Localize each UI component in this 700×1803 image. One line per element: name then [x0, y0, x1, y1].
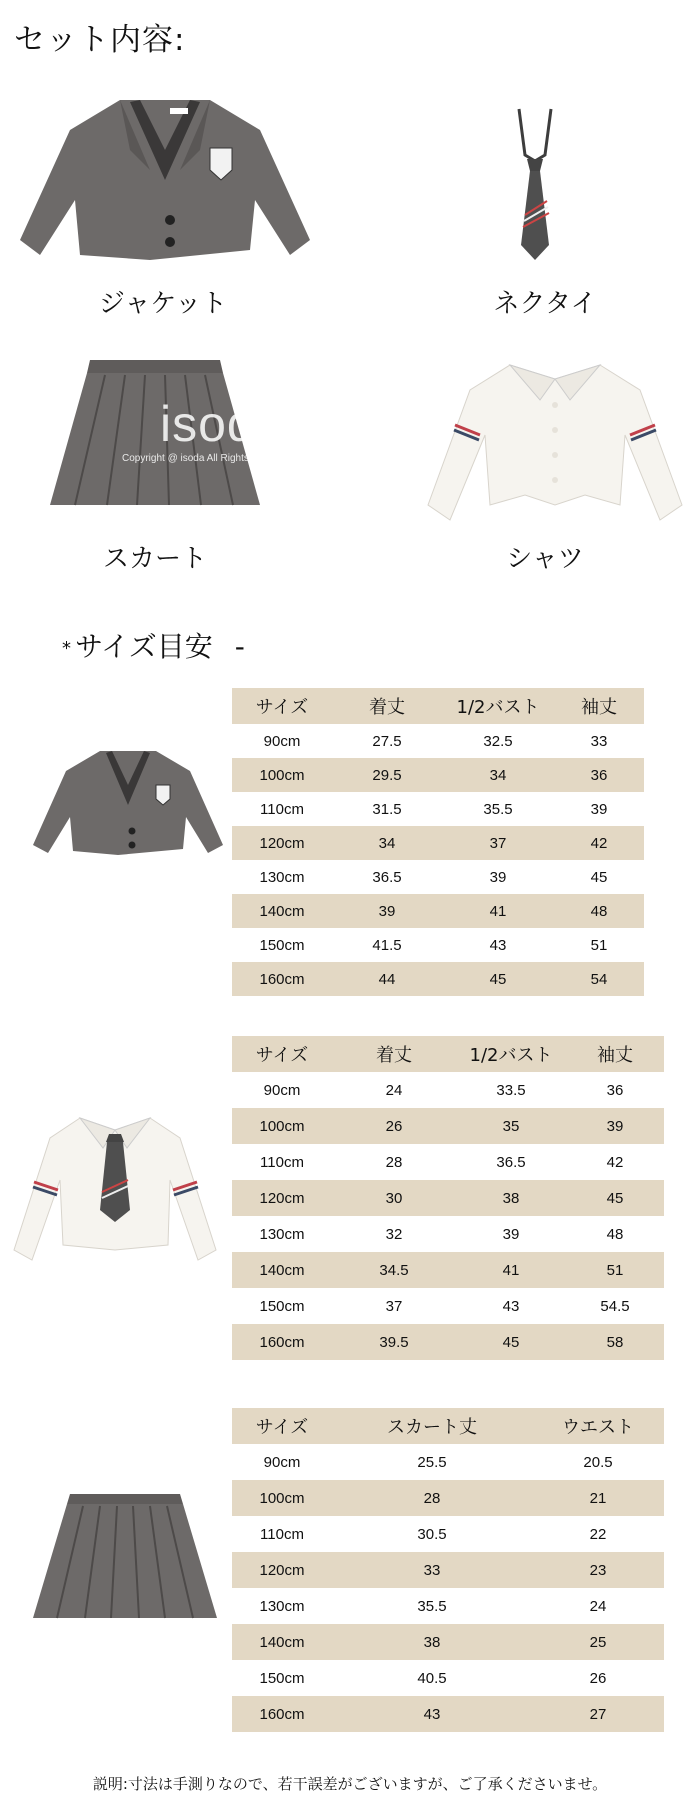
value-cell: 27.5	[332, 724, 442, 758]
value-cell: 24	[332, 1072, 456, 1108]
size-cell: 150cm	[232, 1660, 332, 1696]
table-row	[232, 724, 644, 758]
value-cell: 32.5	[442, 724, 554, 758]
size-cell: 150cm	[232, 1288, 332, 1324]
jacket-size-table	[232, 688, 644, 996]
star-mark: *	[62, 637, 71, 659]
table-row	[232, 1288, 664, 1324]
table-row	[232, 1444, 664, 1480]
watermark-copyright: Copyright @ isoda All Rights	[122, 453, 249, 464]
size-cell: 110cm	[232, 1516, 332, 1552]
value-cell: 24	[532, 1588, 664, 1624]
skirt-thumbnail	[25, 1490, 225, 1625]
necktie-image	[505, 105, 565, 265]
column-header: 着丈	[332, 688, 442, 724]
size-cell: 90cm	[232, 1444, 332, 1480]
size-cell: 120cm	[232, 1552, 332, 1588]
table-row	[232, 1480, 664, 1516]
table-row	[232, 1516, 664, 1552]
size-cell: 140cm	[232, 1252, 332, 1288]
size-cell: 130cm	[232, 1588, 332, 1624]
column-header: 着丈	[332, 1036, 456, 1072]
value-cell: 25.5	[332, 1444, 532, 1480]
table-row	[232, 1324, 664, 1360]
value-cell: 58	[566, 1324, 664, 1360]
table-row	[232, 1216, 664, 1252]
value-cell: 48	[554, 894, 644, 928]
value-cell: 43	[456, 1288, 566, 1324]
size-cell: 90cm	[232, 724, 332, 758]
value-cell: 39	[566, 1108, 664, 1144]
value-cell: 28	[332, 1480, 532, 1516]
value-cell: 37	[332, 1288, 456, 1324]
measurement-note: 説明:寸法は手測りなので、若干誤差がございますが、ご了承くださいませ。	[92, 1775, 608, 1793]
value-cell: 39	[456, 1216, 566, 1252]
jacket-image	[10, 90, 320, 270]
size-cell: 130cm	[232, 1216, 332, 1252]
size-cell: 100cm	[232, 758, 332, 792]
value-cell: 21	[532, 1480, 664, 1516]
value-cell: 34	[442, 758, 554, 792]
value-cell: 27	[532, 1696, 664, 1732]
value-cell: 35	[456, 1108, 566, 1144]
table-row	[232, 1696, 664, 1732]
table-row	[232, 1072, 664, 1108]
size-cell: 110cm	[232, 792, 332, 826]
value-cell: 30.5	[332, 1516, 532, 1552]
size-cell: 110cm	[232, 1144, 332, 1180]
shirt-thumbnail	[8, 1110, 223, 1275]
table-row	[232, 1552, 664, 1588]
value-cell: 42	[554, 826, 644, 860]
value-cell: 45	[554, 860, 644, 894]
shirt-image	[420, 355, 690, 530]
value-cell: 20.5	[532, 1444, 664, 1480]
size-cell: 150cm	[232, 928, 332, 962]
value-cell: 45	[456, 1324, 566, 1360]
table-row	[232, 826, 644, 860]
value-cell: 43	[442, 928, 554, 962]
table-row	[232, 1144, 664, 1180]
value-cell: 36.5	[332, 860, 442, 894]
size-cell: 100cm	[232, 1480, 332, 1516]
table-row	[232, 758, 644, 792]
value-cell: 22	[532, 1516, 664, 1552]
value-cell: 31.5	[332, 792, 442, 826]
column-header: 袖丈	[554, 688, 644, 724]
size-cell: 120cm	[232, 826, 332, 860]
set-contents-title: セット内容:	[14, 22, 186, 58]
value-cell: 33	[332, 1552, 532, 1588]
table-header-row	[232, 688, 644, 724]
table-row	[232, 1624, 664, 1660]
column-header: スカート丈	[332, 1408, 532, 1444]
size-cell: 100cm	[232, 1108, 332, 1144]
size-cell: 160cm	[232, 1324, 332, 1360]
value-cell: 23	[532, 1552, 664, 1588]
value-cell: 39	[442, 860, 554, 894]
size-cell: 120cm	[232, 1180, 332, 1216]
value-cell: 33.5	[456, 1072, 566, 1108]
column-header: サイズ	[232, 1408, 332, 1444]
value-cell: 39.5	[332, 1324, 456, 1360]
item-label-shirt: シャツ	[506, 544, 584, 574]
table-row	[232, 860, 644, 894]
size-cell: 130cm	[232, 860, 332, 894]
value-cell: 36.5	[456, 1144, 566, 1180]
value-cell: 41.5	[332, 928, 442, 962]
value-cell: 35.5	[332, 1588, 532, 1624]
value-cell: 39	[554, 792, 644, 826]
table-row	[232, 1252, 664, 1288]
value-cell: 32	[332, 1216, 456, 1252]
column-header: サイズ	[232, 688, 332, 724]
table-row	[232, 1180, 664, 1216]
item-label-necktie: ネクタイ	[493, 289, 597, 319]
column-header: ウエスト	[532, 1408, 664, 1444]
value-cell: 38	[456, 1180, 566, 1216]
size-cell: 90cm	[232, 1072, 332, 1108]
value-cell: 51	[554, 928, 644, 962]
column-header: 1/2バスト	[456, 1036, 566, 1072]
value-cell: 34.5	[332, 1252, 456, 1288]
value-cell: 45	[566, 1180, 664, 1216]
column-header: サイズ	[232, 1036, 332, 1072]
value-cell: 43	[332, 1696, 532, 1732]
value-cell: 41	[442, 894, 554, 928]
table-header-row	[232, 1408, 664, 1444]
table-row	[232, 962, 644, 996]
value-cell: 48	[566, 1216, 664, 1252]
skirt-size-table	[232, 1408, 664, 1732]
value-cell: 25	[532, 1624, 664, 1660]
shirt-size-table	[232, 1036, 664, 1360]
table-row	[232, 1660, 664, 1696]
value-cell: 36	[566, 1072, 664, 1108]
size-guide-title: サイズ目安	[75, 630, 213, 663]
value-cell: 40.5	[332, 1660, 532, 1696]
value-cell: 42	[566, 1144, 664, 1180]
value-cell: 36	[554, 758, 644, 792]
watermark-brand: isoda	[160, 396, 285, 452]
value-cell: 26	[532, 1660, 664, 1696]
value-cell: 35.5	[442, 792, 554, 826]
value-cell: 34	[332, 826, 442, 860]
column-header: 1/2バスト	[442, 688, 554, 724]
size-cell: 140cm	[232, 1624, 332, 1660]
table-row	[232, 894, 644, 928]
value-cell: 54.5	[566, 1288, 664, 1324]
value-cell: 39	[332, 894, 442, 928]
heading-dash: -	[234, 630, 245, 663]
value-cell: 28	[332, 1144, 456, 1180]
column-header: 袖丈	[566, 1036, 664, 1072]
value-cell: 37	[442, 826, 554, 860]
table-row	[232, 1588, 664, 1624]
value-cell: 26	[332, 1108, 456, 1144]
item-label-jacket: ジャケット	[98, 289, 228, 319]
size-cell: 160cm	[232, 962, 332, 996]
jacket-thumbnail	[28, 745, 228, 865]
value-cell: 29.5	[332, 758, 442, 792]
table-row	[232, 792, 644, 826]
value-cell: 51	[566, 1252, 664, 1288]
size-cell: 140cm	[232, 894, 332, 928]
value-cell: 45	[442, 962, 554, 996]
table-row	[232, 928, 644, 962]
value-cell: 38	[332, 1624, 532, 1660]
value-cell: 44	[332, 962, 442, 996]
value-cell: 30	[332, 1180, 456, 1216]
value-cell: 33	[554, 724, 644, 758]
size-guide-heading	[62, 625, 245, 665]
value-cell: 41	[456, 1252, 566, 1288]
table-row	[232, 1108, 664, 1144]
size-cell: 160cm	[232, 1696, 332, 1732]
value-cell: 54	[554, 962, 644, 996]
table-header-row	[232, 1036, 664, 1072]
item-label-skirt: スカート	[102, 544, 207, 574]
